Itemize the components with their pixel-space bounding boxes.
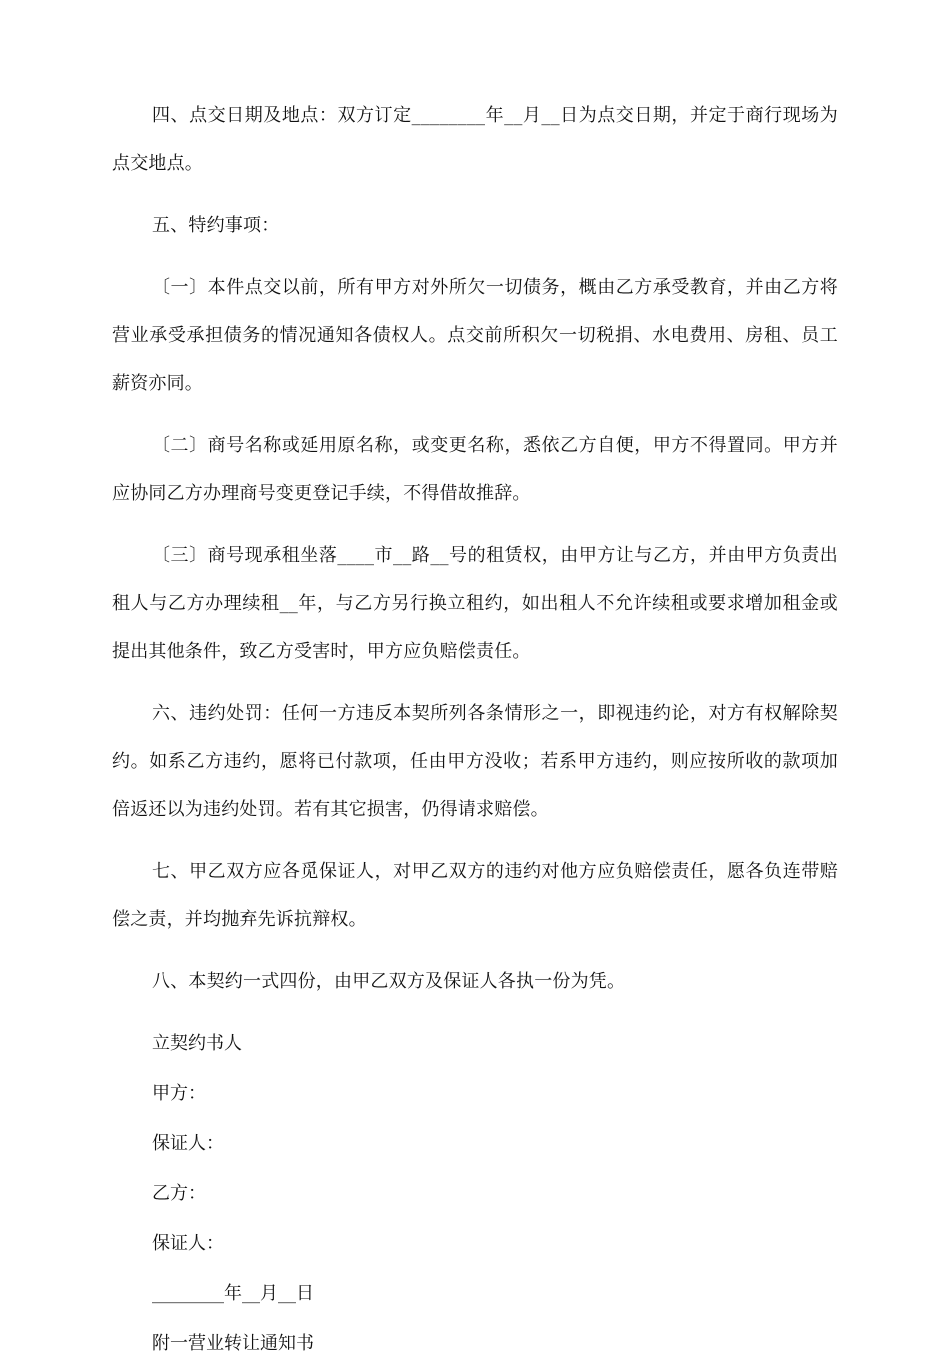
clause-6-breach: 六、违约处罚：任何一方违反本契所列各条情形之一，即视违约论，对方有权解除契约。如系乙方违约，愿将已付款项，任由甲方没收；若系甲方违约，则应按所收的款项加倍返还以为违约处罚。若有其它损害，仍得请求赔偿。 [112,703,838,820]
clause-4-delivery-date: 四、点交日期及地点：双方订定________年__月__日为点交日期，并定于商行现场为点交地点。 [112,105,838,174]
clause-5-title: 五、特约事项： [152,215,280,236]
clause-5-item-3: 〔三〕商号现承租坐落____市__路__号的租赁权，由甲方让与乙方，并由甲方负责出租人与乙方办理续租__年，与乙方另行换立租约，如出租人不允许续租或要求增加租金或提出其他条件，致乙方受害时，甲方应负赔偿责任。 [112,545,838,662]
clause-5-item-1: 〔一〕本件点交以前，所有甲方对外所欠一切债务，概由乙方承受教育，并由乙方将营业承受承担债务的情况通知各债权人。点交前所积欠一切税捐、水电费用、房租、员工薪资亦同。 [112,277,838,394]
appendix-title: 附一营业转让通知书 [152,1333,314,1354]
party-a-signature-line: 甲方： [152,1083,206,1104]
clause-8-copies: 八、本契约一式四份，由甲乙双方及保证人各执一份为凭。 [152,971,626,992]
date-line: ________年__月__日 [152,1283,314,1304]
party-b-signature-line: 乙方： [152,1183,206,1204]
guarantor-b-signature-line: 保证人： [152,1233,224,1254]
signers-heading: 立契约书人 [152,1033,242,1054]
clause-5-item-2: 〔二〕商号名称或延用原名称，或变更名称，悉依乙方自便，甲方不得置同。甲方并应协同乙方办理商号变更登记手续，不得借故推辞。 [112,435,838,504]
guarantor-a-signature-line: 保证人： [152,1133,224,1154]
contract-page [112,92,838,1370]
clause-7-guarantors: 七、甲乙双方应各觅保证人，对甲乙双方的违约对他方应负赔偿责任，愿各负连带赔偿之责，并均抛弃先诉抗辩权。 [112,861,838,930]
